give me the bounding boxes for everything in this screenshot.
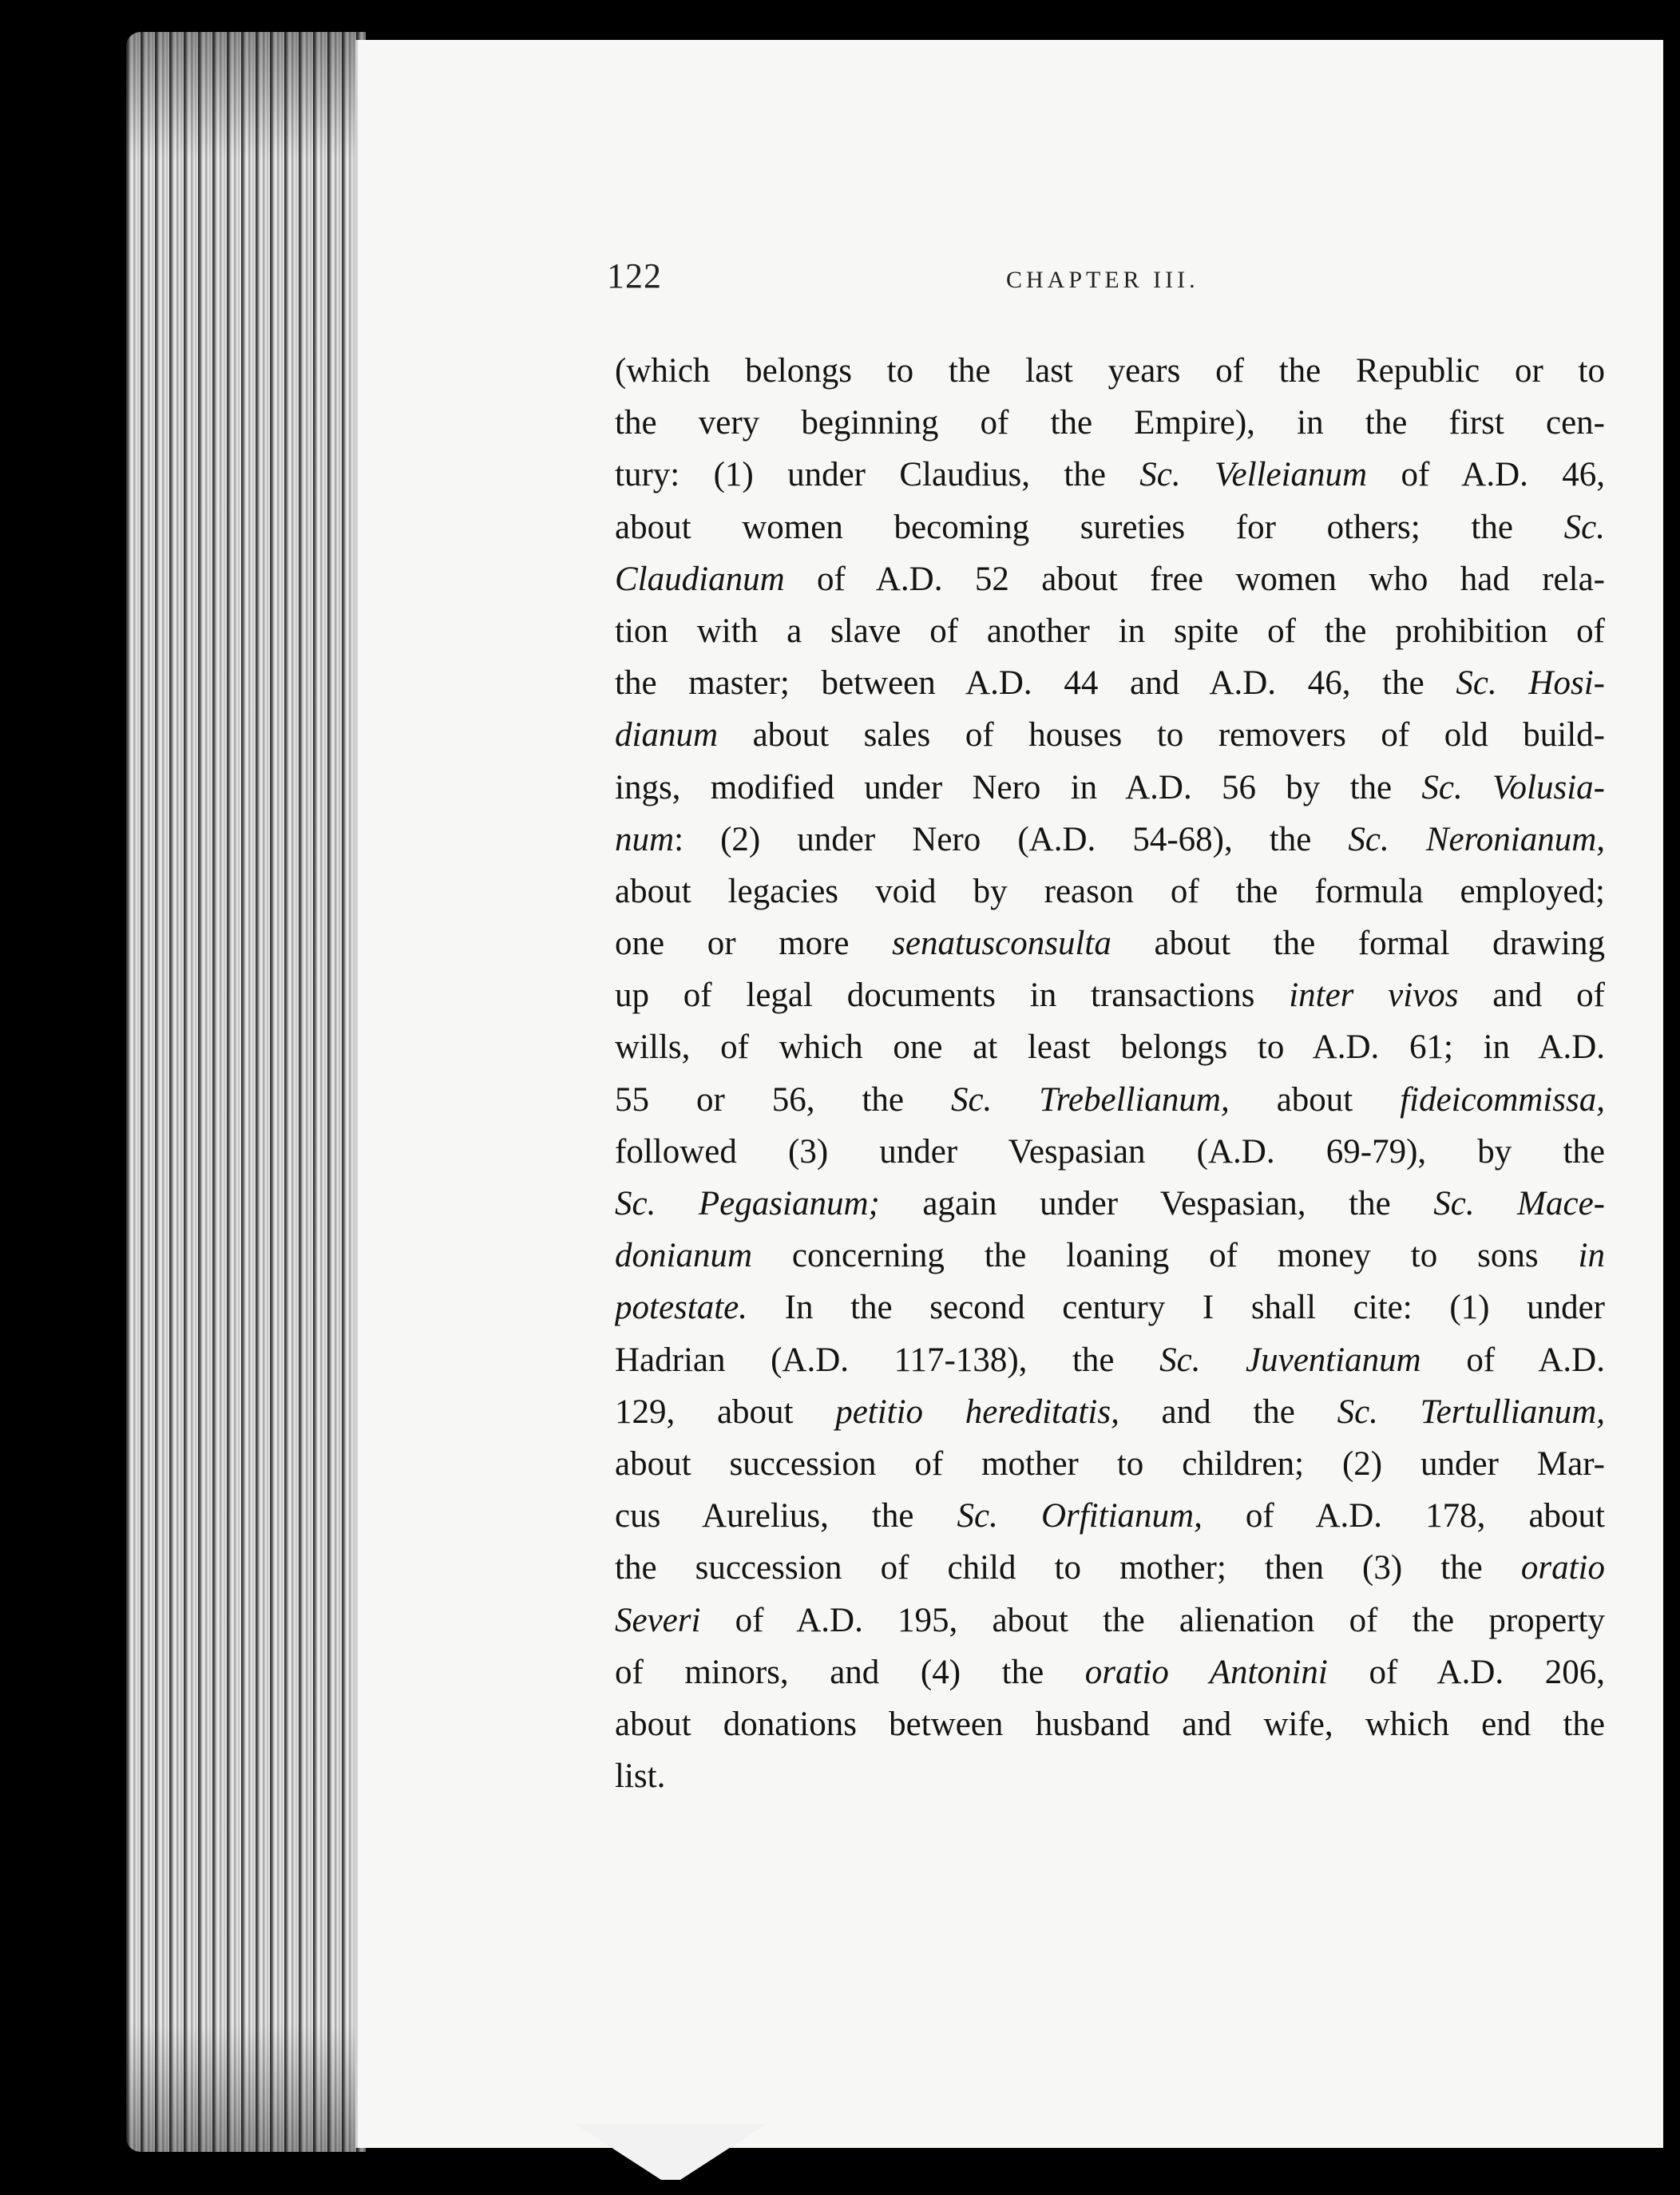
text-run: about donations between husband and wife, which end the <box>615 1705 1605 1743</box>
text-line <box>615 917 1605 969</box>
italic-text: num <box>615 820 675 858</box>
text-run: of A.D. 178, about <box>1202 1497 1605 1535</box>
text-run: wills, of which one at least belongs to A.D. 61; in A.D. <box>615 1028 1605 1067</box>
text-line <box>615 1698 1605 1750</box>
text-run: again under Vespasian, the <box>879 1185 1434 1222</box>
text-line <box>615 1595 1605 1646</box>
text-line <box>615 501 1605 553</box>
italic-text: oratio Antonini <box>1084 1653 1328 1691</box>
italic-text: Claudianum <box>615 560 785 598</box>
text-line <box>615 605 1605 657</box>
text-line <box>615 553 1605 605</box>
page-number: 122 <box>607 256 662 295</box>
italic-text: dianum <box>615 716 718 755</box>
text-run: In the second century I shall cite: (1) under <box>747 1289 1605 1327</box>
text-run: up of legal documents in transactions <box>615 977 1290 1015</box>
text-run: the succession of child to mother; then (3) the <box>615 1549 1521 1587</box>
text-run: of A.D. 52 about free women who had rela- <box>784 560 1605 598</box>
text-line <box>615 397 1605 449</box>
text-run: of A.D. 195, about the alienation of the property <box>700 1601 1605 1639</box>
text-run: of A.D. 46, <box>1367 456 1605 494</box>
text-line <box>615 1438 1605 1490</box>
text-run: cus Aurelius, the <box>615 1497 957 1535</box>
italic-text: fideicommissa, <box>1400 1080 1605 1119</box>
page-bottom-tab <box>575 2124 767 2180</box>
text-run: concerning the loaning of money to sons <box>752 1237 1579 1275</box>
text-run: and of <box>1458 977 1605 1015</box>
text-run: tury: (1) under Claudius, the <box>615 456 1140 494</box>
text-line <box>615 969 1605 1021</box>
text-line <box>615 1646 1605 1698</box>
text-line <box>615 657 1605 709</box>
text-run: about <box>1229 1080 1401 1119</box>
text-line <box>615 866 1605 917</box>
text-run: of A.D. 206, <box>1327 1653 1605 1691</box>
italic-text: inter vivos <box>1289 977 1459 1015</box>
italic-text: Sc. Juventianum <box>1159 1341 1421 1379</box>
italic-text: in <box>1578 1237 1605 1275</box>
italic-text: Sc. Trebellianum, <box>950 1080 1230 1119</box>
text-line <box>615 1490 1605 1542</box>
italic-text: Sc. Neronianum, <box>1348 820 1605 858</box>
italic-text: oratio <box>1520 1549 1605 1587</box>
text-run: about succession of mother to children; (2) under Mar- <box>615 1444 1605 1483</box>
italic-text: Sc. Tertullianum, <box>1337 1393 1605 1431</box>
text-run: the very beginning of the Empire), in the first cen- <box>615 404 1605 442</box>
text-run: of A.D. <box>1420 1341 1605 1379</box>
text-run: list. <box>615 1757 666 1796</box>
text-run: (which belongs to the last years of the Republic or to <box>615 352 1605 390</box>
text-run: the master; between A.D. 44 and A.D. 46, the <box>615 664 1456 703</box>
text-run: ings, modified under Nero in A.D. 56 by the <box>615 768 1422 806</box>
page-header <box>607 256 1605 311</box>
text-line <box>615 1386 1605 1438</box>
text-run: about women becoming sureties for others; the <box>615 508 1564 546</box>
italic-text: petitio hereditatis, <box>835 1393 1119 1431</box>
text-run: and the <box>1119 1393 1337 1431</box>
text-line <box>615 814 1605 866</box>
text-line <box>615 1230 1605 1282</box>
italic-text: Severi <box>615 1601 701 1639</box>
text-line <box>615 1542 1605 1594</box>
text-run: of minors, and (4) the <box>615 1653 1085 1691</box>
italic-text: Sc. Orfitianum, <box>957 1497 1203 1535</box>
italic-text: donianum <box>615 1237 752 1275</box>
text-run: followed (3) under Vespasian (A.D. 69-79), by the <box>615 1132 1605 1171</box>
body-text <box>615 345 1605 1802</box>
page-edges <box>126 32 366 2152</box>
text-run: 129, about <box>615 1393 836 1431</box>
text-run: 55 or 56, the <box>615 1080 951 1119</box>
italic-text: Sc. Hosi- <box>1456 664 1605 703</box>
text-run: : (2) under Nero (A.D. 54-68), the <box>674 820 1349 858</box>
text-line <box>615 1750 1605 1802</box>
text-run: one or more <box>615 925 893 963</box>
text-run: about legacies void by reason of the formula employed; <box>615 872 1605 910</box>
italic-text: senatusconsulta <box>892 925 1111 963</box>
text-line <box>615 1334 1605 1386</box>
text-line <box>615 709 1605 761</box>
text-line <box>615 345 1605 397</box>
text-line <box>615 762 1605 814</box>
text-line <box>615 1178 1605 1230</box>
italic-text: Sc. Pegasianum; <box>615 1185 880 1222</box>
text-run: tion with a slave of another in spite of the prohibition of <box>615 612 1605 650</box>
text-line <box>615 1021 1605 1073</box>
italic-text: Sc. Mace- <box>1433 1185 1605 1222</box>
italic-text: potestate. <box>615 1289 747 1327</box>
text-run: about the formal drawing <box>1111 925 1605 963</box>
text-run: Hadrian (A.D. 117-138), the <box>615 1341 1160 1379</box>
italic-text: Sc. Velleianum <box>1139 456 1368 494</box>
text-line <box>615 1126 1605 1178</box>
text-line <box>615 1074 1605 1126</box>
text-line <box>615 449 1605 501</box>
running-head: CHAPTER III. <box>1006 267 1199 293</box>
italic-text: Sc. <box>1563 508 1605 546</box>
text-line <box>615 1282 1605 1333</box>
italic-text: Sc. Volusia- <box>1421 768 1605 806</box>
text-run: about sales of houses to removers of old build- <box>718 716 1605 755</box>
